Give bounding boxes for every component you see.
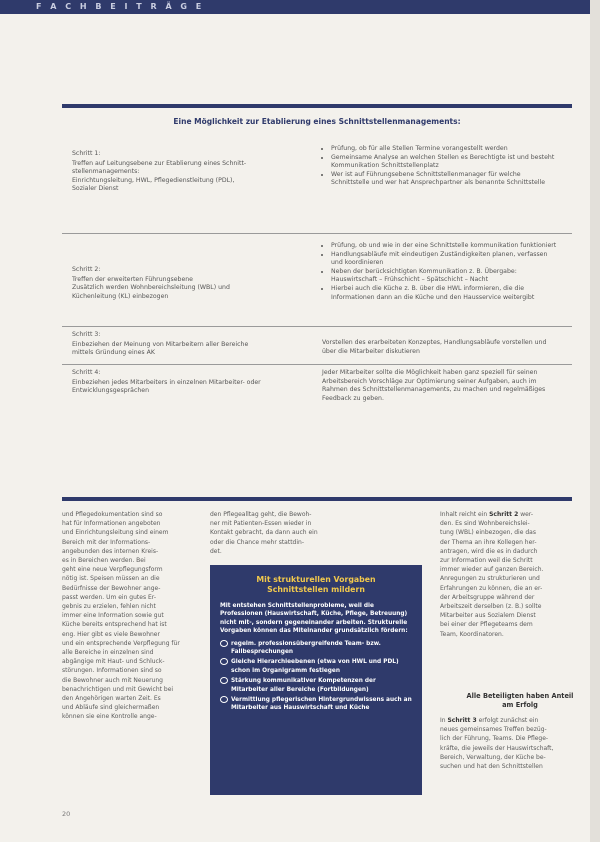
row-divider <box>62 326 572 327</box>
step-label: Schritt 1: <box>72 150 101 157</box>
info-box <box>210 565 422 795</box>
text-line: Mitarbeiter aus Sozialem Dienst <box>440 612 536 620</box>
table-row-4-left <box>72 369 292 396</box>
cell-text: Vorstellen des erarbeiteten Konzeptes, Handlungsabläufe vorstellen und über die Mitarbeiter diskutieren <box>322 339 547 355</box>
cell-line: Einbeziehen jedes Mitarbeiters in einzelnen Mitarbeiter- oder <box>72 378 261 386</box>
step-label: Schritt 2: <box>72 266 101 273</box>
list-item: • Prüfung, ob für alle Stellen Termine vorangestellt werden <box>331 145 560 154</box>
text-line: den Angehörigen warten Zeit. Es <box>62 695 161 703</box>
cell-line: mittels Gründung eines AK <box>72 349 155 357</box>
text-line: immer wieder auf ganzen Bereich. <box>440 566 544 574</box>
text-line: zur Information weil die Schritt <box>440 557 533 565</box>
page-number: 20 <box>62 810 71 818</box>
circle-bullet-icon <box>220 696 228 703</box>
circle-bullet-icon <box>220 640 228 647</box>
info-box-title-line: Mit strukturellen Vorgaben <box>256 575 376 584</box>
list-item: • Wer ist auf Führungsebene Schnittstellenmanager für welche Schnittstelle und wer hat Ansprechpartner als benannte Schnittstelle <box>331 171 560 188</box>
text-line: lich der Führung, Teams. Die Pflege- <box>440 735 549 743</box>
text-line: angebunden des internen Kreis- <box>62 547 159 555</box>
info-box-item-text: Gleiche Hierarchieebenen (etwa von HWL und PDL) schon im Organigramm festlegen <box>231 659 399 674</box>
text-line: und Pflegedokumentation sind so <box>62 511 163 518</box>
text-line: Team, Koordinatoren. <box>440 630 504 638</box>
cell-line: stellenmanagements: <box>72 168 140 176</box>
table-row-1-left <box>72 150 292 194</box>
info-box-intro: Mit entstehen Schnittstellenprobleme, weil die Professionen (Hauswirtschaft, Küche, Pflege, Betreuung) nicht mit-, sondern gegeneinander arbeiten. Strukturelle Vorgaben können das Miteinander grundsätzlich fördern: <box>220 603 408 635</box>
text-line: bei einer der Pflegeteams dem <box>440 621 533 629</box>
table-title: Eine Möglichkeit zur Etablierung eines Schnittstellenmanagements: <box>173 117 461 126</box>
text-line: eng. Hier gibt es viele Bewohner <box>62 630 160 638</box>
cell-line: Treffen der erweiterten Führungsebene <box>72 275 193 283</box>
text-line: kräfte, die jeweils der Hauswirtschaft, <box>440 744 554 752</box>
text-line: Bedürfnisse der Bewohner ange- <box>62 584 161 592</box>
table-row-3-left <box>72 331 292 358</box>
text-line: und Abläufe sind gleichermaßen <box>62 704 160 712</box>
text-line: den. Es sind Wohnbereichslei- <box>440 520 530 528</box>
table-top-rule <box>62 104 572 108</box>
info-box-item-text: Vermittlung pflegerischen Hintergrundwissens auch an Mitarbeiter aus Hauswirtschaft und Küche <box>231 697 412 712</box>
bold-text-span: Schritt 3 <box>447 717 477 724</box>
text-line: Arbeitszeit derselben (z. B.) sollte <box>440 603 542 611</box>
text-line: det. <box>210 547 222 555</box>
text-line: und ein entsprechende Verpflegung für <box>62 639 180 647</box>
text-line: passt werden. Um ein gutes Er- <box>62 593 157 601</box>
text-line: benachrichtigen und mit Gewicht bei <box>62 685 174 693</box>
row-divider <box>62 364 572 365</box>
step-label: Schritt 3: <box>72 331 101 338</box>
list-item: • Hierbei auch die Küche z. B. über die HWL informieren, die die Informationen dann an die Küche und den Hausservice weitergibt <box>331 285 560 302</box>
text-span: wer- <box>518 511 534 518</box>
body-column-1 <box>62 510 196 722</box>
info-box-item <box>220 677 412 694</box>
text-line: es in Bereichen werden. Bei <box>62 557 146 565</box>
cell-line: Treffen auf Leitungsebene zur Etablierung eines Schnitt- <box>72 159 247 167</box>
text-line: Küche bereits entsprechend hat ist <box>62 621 167 629</box>
text-line: der Thema an ihre Kollegen her- <box>440 538 537 546</box>
text-line: ner mit Patienten-Essen wieder in <box>210 520 312 528</box>
text-line: oder die Chance mehr stattdin- <box>210 538 305 546</box>
info-box-item-text: Stärkung kommunikativer Kompetenzen der Mitarbeiter aller Bereiche (Fortbildungen) <box>231 678 376 693</box>
table-row-2-right <box>322 242 560 302</box>
table-row-1-right <box>322 145 560 188</box>
cell-line: Einrichtungsleitung, HWL, Pflegedienstleitung (PDL), <box>72 176 235 184</box>
text-line: können sie eine Kontrolle ange- <box>62 713 157 721</box>
body-column-3-continued <box>440 716 574 771</box>
table-row-4-right <box>322 369 560 403</box>
text-line: immer eine Information sowie gut <box>62 612 164 620</box>
cell-line: Einbeziehen der Meinung von Mitarbeitern aller Bereiche <box>72 340 249 348</box>
table-row-2-left <box>72 266 292 301</box>
body-column-2 <box>210 510 422 556</box>
cell-line: Zusätzlich werden Wohnbereichsleitung (WBL) und <box>72 284 230 292</box>
info-box-item <box>220 658 412 675</box>
bold-text-span: Schritt 2 <box>489 511 519 518</box>
text-line: alle Bereiche in einzelnen sind <box>62 649 154 657</box>
text-line: Anregungen zu strukturieren und <box>440 575 540 583</box>
table-row-3-right <box>322 339 560 356</box>
list-item: • Gemeinsame Analyse an welchen Stellen es Berechtigte ist und besteht Kommunikation Schnittstellenplatz <box>331 154 560 171</box>
text-line: den Pflegealltag geht, die Bewoh- <box>210 511 312 518</box>
info-box-item <box>220 696 412 713</box>
text-line: störungen. Informationen sind so <box>62 667 162 675</box>
text-line: tung (WBL) einbezogen, die das <box>440 529 536 537</box>
step-label: Schritt 4: <box>72 369 101 376</box>
text-line: die Bewohner auch mit Neuerung <box>62 676 163 684</box>
list-item: • Prüfung, ob und wie in der eine Schnittstelle kommunikation funktioniert <box>331 242 560 251</box>
info-box-title <box>210 575 422 595</box>
circle-bullet-icon <box>220 677 228 684</box>
text-span: In <box>440 717 448 724</box>
page-edge <box>590 0 600 842</box>
cell-line: Küchenleitung (KL) einbezogen <box>72 292 169 300</box>
info-box-title-line: Schnittstellen mildern <box>267 585 365 594</box>
text-line: der Arbeitsgruppe während der <box>440 593 535 601</box>
circle-bullet-icon <box>220 658 228 665</box>
section-label: F A C H B E I T R Ä G E <box>36 2 205 11</box>
text-span: erfolgt zunächst ein <box>476 717 539 724</box>
text-line: geht eine neue Verpflegungsform <box>62 566 163 574</box>
text-line: Bereich mit der Informations- <box>62 538 151 546</box>
text-line: antragen, wird die es in dadurch <box>440 547 538 555</box>
info-box-item <box>220 640 412 657</box>
text-line: nötig ist. Speisen müssen an die <box>62 575 160 583</box>
cell-line: Entwicklungsgesprächen <box>72 387 150 395</box>
text-line: suchen und hat den Schnittstellen <box>440 763 543 771</box>
text-line <box>440 716 574 725</box>
list-item: • Handlungsabläufe mit eindeutigen Zuständigkeiten planen, verfassen und koordinieren <box>331 251 560 268</box>
text-line: hat für Informationen angeboten <box>62 520 161 528</box>
body-column-3 <box>440 510 574 639</box>
cell-line: Sozialer Dienst <box>72 185 119 193</box>
text-line: abgängige mit Haut- und Schluck- <box>62 658 165 666</box>
text-line: gebnis zu erzielen, fehlen nicht <box>62 603 156 611</box>
text-line: neues gemeinsames Treffen bezüg- <box>440 726 547 734</box>
text-line: Kontakt gebracht, da dann auch ein <box>210 529 318 537</box>
list-item: • Neben der berücksichtigten Kommunikation z. B. Übergabe: Hauswirtschaft – Frühschicht – Spätschicht – Nacht <box>331 268 560 285</box>
header-band <box>0 0 600 14</box>
text-line: und Einrichtungsleitung sind einem <box>62 529 169 537</box>
cell-text: Jeder Mitarbeiter sollte die Möglichkeit haben ganz speziell für seinen Arbeitsbereich Vorschläge zur Optimierung seiner Aufgaben, auch im Rahmen des Schnittstellenmanagements, zu machen und regelmäßiges Feedback zu geben. <box>322 369 546 402</box>
text-line: Erfahrungen zu können, die an er- <box>440 584 543 592</box>
table-bottom-rule <box>62 497 572 501</box>
text-span: Inhalt reicht ein <box>440 511 490 518</box>
text-line <box>440 510 574 519</box>
section-subheading: Alle Beteiligten haben Anteil am Erfolg <box>466 692 574 709</box>
row-divider <box>62 233 572 234</box>
info-box-item-text: regelm. professionsübergreifende Team- bzw. Fallbesprechungen <box>231 640 381 656</box>
text-line: Bereich, Verwaltung, der Küche be- <box>440 753 546 761</box>
